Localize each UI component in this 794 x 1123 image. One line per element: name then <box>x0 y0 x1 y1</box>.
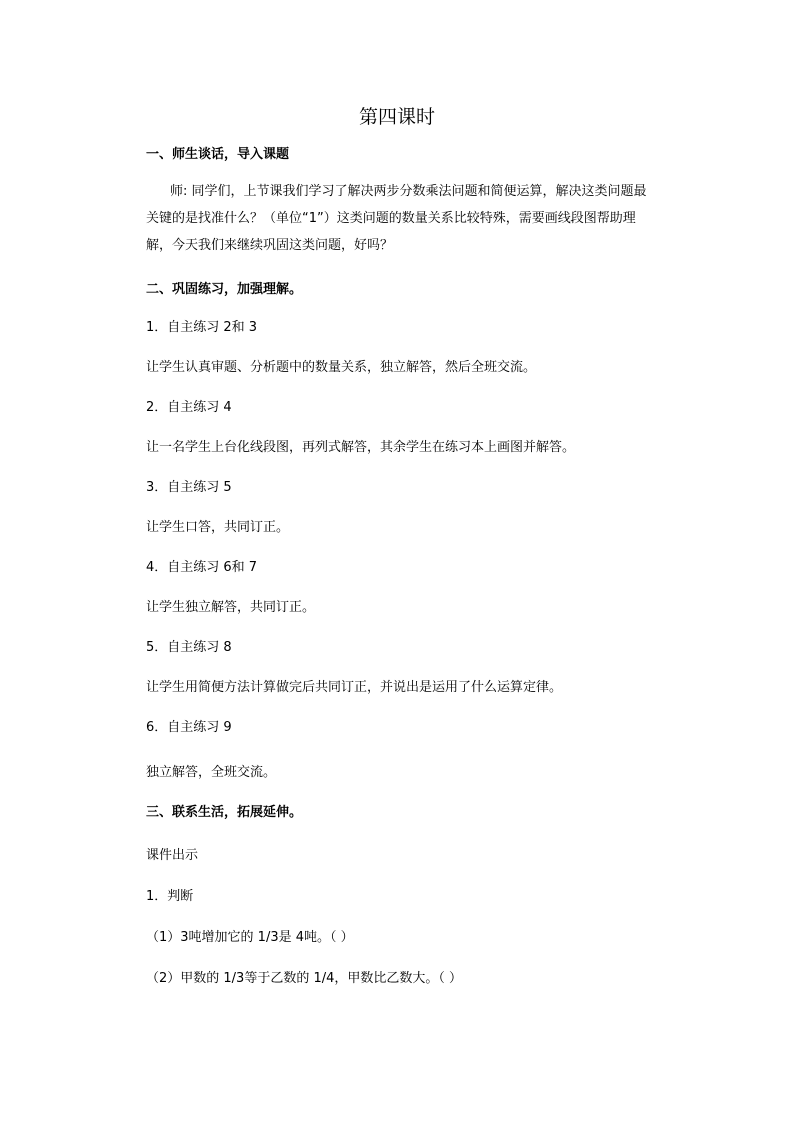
intro-paragraph: 师: 同学们，上节课我们学习了解决两步分数乘法问题和简便运算，解决这类问题最关键的是找准什么？（单位“1”）这类问题的数量关系比较特殊，需要画线段图帮助理解，今天我们来继续巩固这类问题，好吗？ <box>146 184 647 253</box>
judgement-label: 1．判断 <box>146 889 194 904</box>
section-heading-intro: 一、师生谈话，导入课题 <box>146 147 290 162</box>
practice-item-label: 6．自主练习 9 <box>146 720 232 735</box>
practice-item-label: 2．自主练习 4 <box>146 400 232 415</box>
judgement-item: （2）甲数的 1/3等于乙数的 1/4，甲数比乙数大。（ ） <box>146 971 463 986</box>
section-heading-extension: 三、联系生活，拓展延伸。 <box>146 805 303 820</box>
practice-item-desc: 让学生独立解答，共同订正。 <box>146 600 316 615</box>
judgement-item: （1）3吨增加它的 1/3是 4吨。（ ） <box>146 930 354 945</box>
practice-item-desc: 让一名学生上台化线段图，再列式解答，其余学生在练习本上画图并解答。 <box>146 440 576 455</box>
page-title: 第四课时 <box>358 106 435 128</box>
practice-item-desc: 让学生用简便方法计算做完后共同订正，并说出是运用了什么运算定律。 <box>146 680 563 695</box>
section-heading-practice: 二、巩固练习，加强理解。 <box>146 282 303 297</box>
practice-item-desc: 让学生口答，共同订正。 <box>146 520 290 535</box>
practice-item-label: 4．自主练习 6和 7 <box>146 560 258 575</box>
courseware-intro: 课件出示 <box>146 848 199 863</box>
practice-item-label: 3．自主练习 5 <box>146 480 232 495</box>
practice-item-label: 1．自主练习 2和 3 <box>146 320 258 335</box>
practice-item-desc: 让学生认真审题、分析题中的数量关系，独立解答，然后全班交流。 <box>146 360 537 375</box>
practice-item-desc: 独立解答，全班交流。 <box>146 765 277 780</box>
practice-item-label: 5．自主练习 8 <box>146 640 232 655</box>
